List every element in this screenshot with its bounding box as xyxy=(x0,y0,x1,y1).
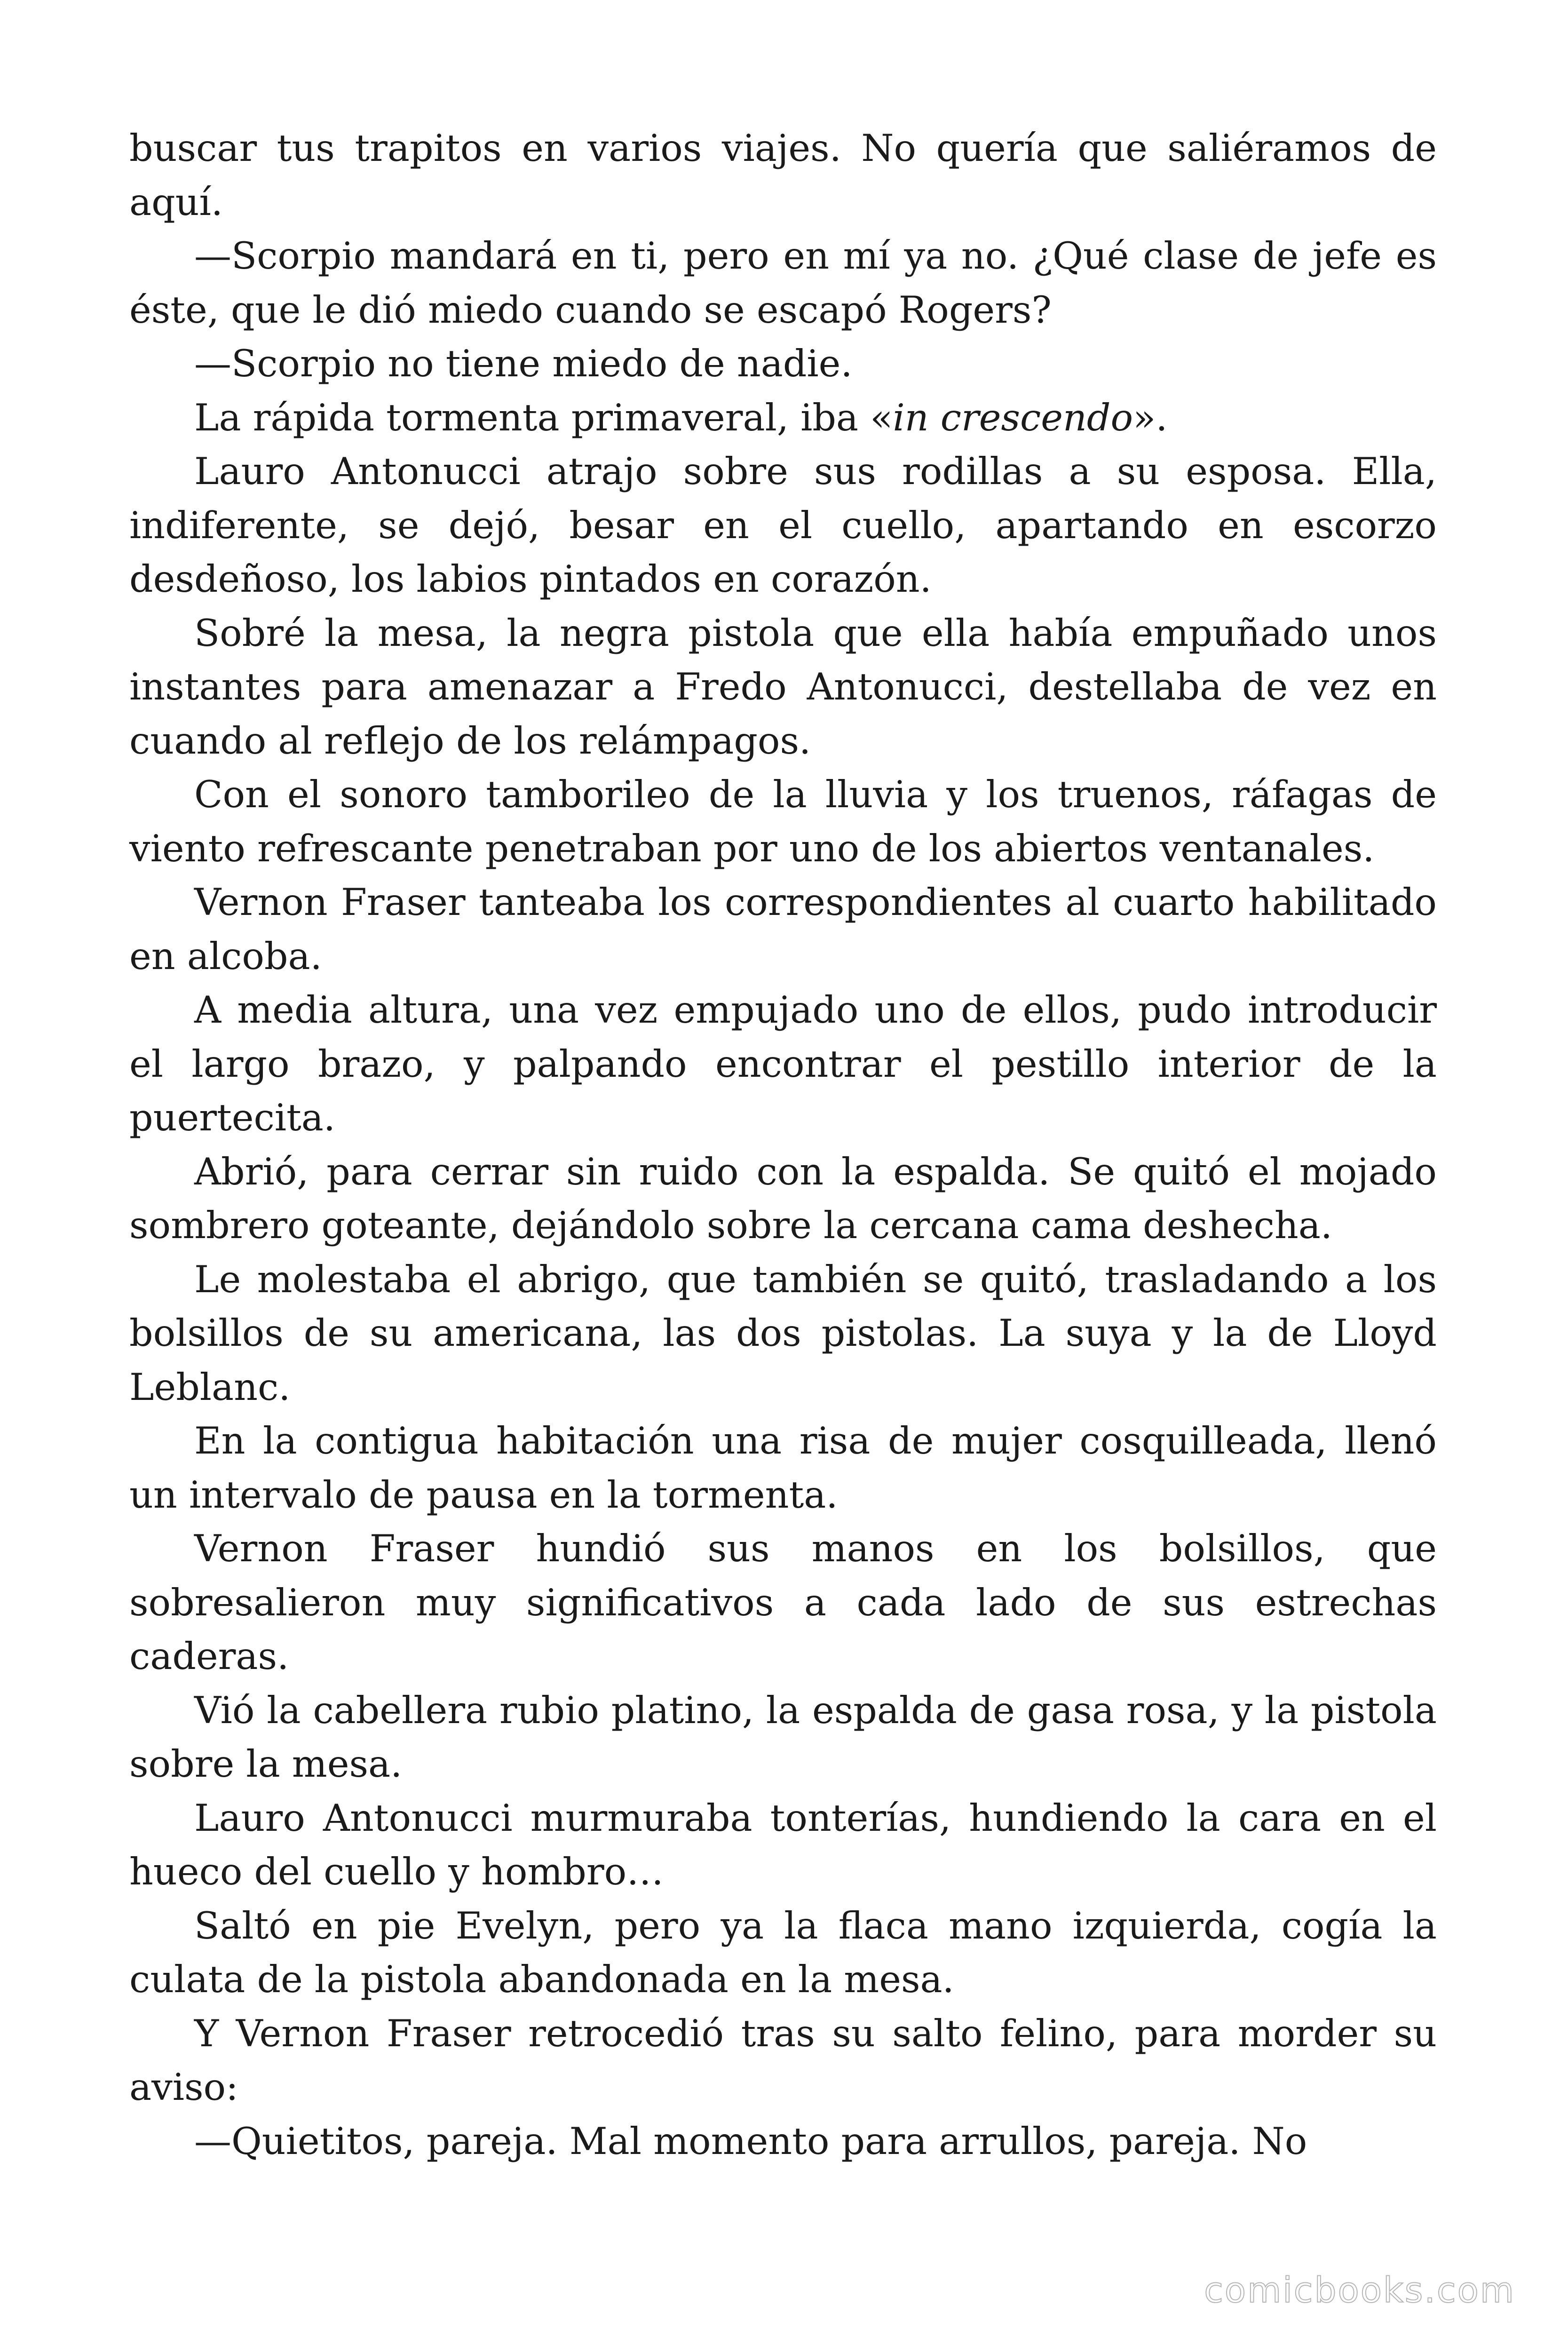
paragraph-14: Vió la cabellera rubio platino, la espalda de gasa rosa, y la pistola sobre la mesa. xyxy=(129,1688,1437,1786)
paragraph-10: Abrió, para cerrar sin ruido con la espalda. Se quitó el mojado sombrero goteante, dejándolo sobre la cercana cama deshecha. xyxy=(129,1150,1437,1247)
paragraph-6: Sobré la mesa, la negra pistola que ella había empuñado unos instantes para amenazar a Fredo Antonucci, destellaba de vez en cuando al reflejo de los relámpagos. xyxy=(129,611,1437,763)
paragraph-4-prefix: La rápida tormenta primaveral, iba « xyxy=(194,396,893,439)
paragraph-4-italic: in crescendo xyxy=(893,396,1133,439)
watermark: comicbooks.com xyxy=(1204,2270,1515,2311)
paragraph-17: Y Vernon Fraser retrocedió tras su salto felino, para morder su aviso: xyxy=(129,2011,1437,2109)
paragraph-15: Lauro Antonucci murmuraba tonterías, hundiendo la cara en el hueco del cuello y hombro… xyxy=(129,1796,1437,1893)
paragraph-11: Le molestaba el abrigo, que también se quitó, trasladando a los bolsillos de su americana, las dos pistolas. La suya y la de Lloyd Leblanc. xyxy=(129,1257,1437,1409)
paragraph-2: —Scorpio mandará en ti, pero en mí ya no. ¿Qué clase de jefe es éste, que le dió miedo cuando se escapó Rogers? xyxy=(129,234,1437,332)
paragraph-3: —Scorpio no tiene miedo de nadie. xyxy=(194,342,853,385)
paragraph-18: —Quietitos, pareja. Mal momento para arrullos, pareja. No xyxy=(194,2119,1307,2163)
paragraph-1: buscar tus trapitos en varios viajes. No quería que saliéramos de aquí. xyxy=(129,127,1437,224)
paragraph-9: A media altura, una vez empujado uno de ellos, pudo introducir el largo brazo, y palpando encontrar el pestillo interior de la puertecita. xyxy=(129,988,1437,1139)
paragraph-4-suffix: ». xyxy=(1133,396,1168,439)
paragraph-8: Vernon Fraser tanteaba los correspondientes al cuarto habilitado en alcoba. xyxy=(129,881,1437,978)
paragraph-16: Saltó en pie Evelyn, pero ya la flaca mano izquierda, cogía la culata de la pistola abandonada en la mesa. xyxy=(129,1904,1437,2001)
paragraph-12: En la contigua habitación una risa de mujer cosquilleada, llenó un intervalo de pausa en la tormenta. xyxy=(129,1419,1437,1517)
body-text xyxy=(129,121,1437,2168)
paragraph-13: Vernon Fraser hundió sus manos en los bolsillos, que sobresalieron muy significativos a cada lado de sus estrechas caderas. xyxy=(129,1527,1437,1678)
paragraph-4 xyxy=(129,391,1437,445)
paragraph-5: Lauro Antonucci atrajo sobre sus rodillas a su esposa. Ella, indiferente, se dejó, besar en el cuello, apartando en escorzo desdeñoso, los labios pintados en corazón. xyxy=(129,450,1437,601)
paragraph-7: Con el sonoro tamborileo de la lluvia y los truenos, ráfagas de viento refrescante penetraban por uno de los abiertos ventanales. xyxy=(129,773,1437,870)
